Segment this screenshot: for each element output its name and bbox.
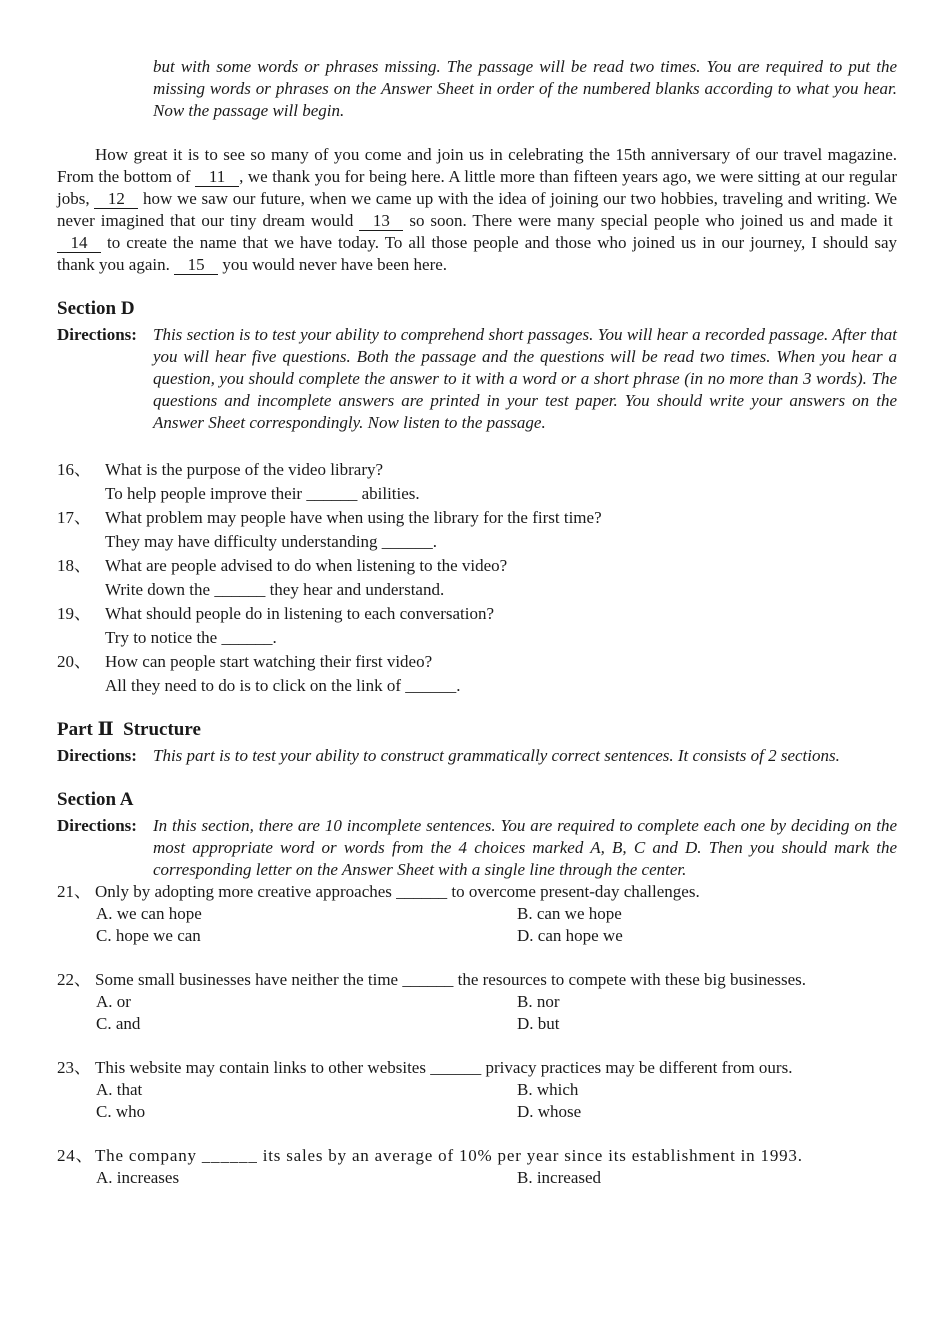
question-number: 19、 — [57, 604, 91, 623]
question-number: 24、 — [57, 1146, 94, 1165]
question-number: 23、 — [57, 1058, 91, 1077]
question-19 — [57, 602, 897, 649]
blank-15: 15 — [174, 255, 218, 275]
mc-question-24 — [57, 1145, 897, 1189]
answer-text: Write down the ______ they hear and understand. — [105, 579, 445, 599]
question-16 — [57, 458, 897, 505]
section-d-questions — [57, 458, 897, 697]
option-b: B. increased — [517, 1168, 602, 1187]
question-number: 21、 — [57, 882, 91, 901]
mc-question-23 — [57, 1057, 897, 1123]
blank-13: 13 — [359, 211, 403, 231]
option-b: B. can we hope — [517, 904, 622, 923]
question-stem: Some small businesses have neither the time ______ the resources to compete with these big businesses. — [95, 970, 807, 989]
question-text: What is the purpose of the video library? — [105, 460, 384, 479]
option-c: C. who — [96, 1102, 146, 1121]
question-number: 18、 — [57, 556, 91, 575]
listening-directions-continued: but with some words or phrases missing. The passage will be read two times. You are required to put the missing words or phrases on the Answer Sheet in order of the numbered blanks according to what you hear. Now the passage will begin. — [153, 57, 897, 120]
option-b: B. nor — [517, 992, 560, 1011]
question-number: 22、 — [57, 970, 91, 989]
blank-12: 12 — [94, 189, 138, 209]
option-d: D. whose — [517, 1102, 582, 1121]
part-2-heading: Part Ⅱ Structure — [57, 719, 201, 740]
question-18 — [57, 554, 897, 601]
directions-label: Directions: — [57, 746, 137, 765]
option-a: A. that — [96, 1080, 143, 1099]
part-2-directions — [57, 745, 897, 767]
section-a-heading: Section A — [57, 789, 134, 810]
answer-text: To help people improve their ______ abilities. — [105, 483, 420, 503]
passage-text — [57, 144, 897, 276]
exam-page — [57, 56, 897, 1211]
question-number: 16、 — [57, 460, 91, 479]
question-text: How can people start watching their first video? — [105, 652, 433, 671]
section-a-directions — [57, 815, 897, 881]
option-b: B. which — [517, 1080, 579, 1099]
blank-11: 11 — [195, 167, 239, 187]
option-c: C. and — [96, 1014, 141, 1033]
section-a-items — [57, 881, 897, 1189]
option-a: A. increases — [96, 1168, 180, 1187]
passage-segment: so soon. There were many special people who joined us and made it — [409, 211, 893, 230]
passage-segment: , we thank you for being here. A little more than fifteen years ago, we were sitting at our regular jobs, — [57, 167, 897, 208]
question-text: What should people do in listening to each conversation? — [105, 604, 495, 623]
option-d: D. can hope we — [517, 926, 623, 945]
directions-label: Directions: — [57, 325, 137, 344]
blank-14: 14 — [57, 233, 101, 253]
mc-question-22 — [57, 969, 897, 1035]
directions-label: Directions: — [57, 816, 137, 835]
answer-text: They may have difficulty understanding ______. — [105, 531, 438, 551]
question-number: 17、 — [57, 508, 91, 527]
option-a: A. or — [96, 992, 131, 1011]
question-number: 20、 — [57, 652, 91, 671]
passage-segment: to create the name that we have today. To all those people and those who joined us in our journey, I should say thank you again. — [57, 233, 898, 274]
question-stem: The company ______ its sales by an average of 10% per year since its establishment in 1993. — [95, 1146, 803, 1165]
mc-question-21 — [57, 881, 897, 947]
option-c: C. hope we can — [96, 926, 201, 945]
directions-text: This part is to test your ability to construct grammatically correct sentences. It consists of 2 sections. — [153, 746, 840, 765]
passage-segment: how we saw our future, when we came up with the idea of joining our two hobbies, traveling and writing. We never imagined that our tiny dream would — [57, 189, 897, 230]
passage-segment: How great it is to see so many of you come and join us in celebrating the 15th anniversary of our travel magazine. From the bottom of — [57, 145, 897, 186]
section-d-directions — [57, 324, 897, 434]
question-17 — [57, 506, 897, 553]
answer-text: All they need to do is to click on the link of ______. — [105, 675, 461, 695]
directions-text: In this section, there are 10 incomplete sentences. You are required to complete each one by deciding on the most appropriate word or words from the 4 choices marked A, B, C and D. Then you should mark the corresponding letter on the Answer Sheet with a single line through the center. — [153, 816, 897, 879]
question-stem: This website may contain links to other websites ______ privacy practices may be different from ours. — [95, 1058, 793, 1077]
question-text: What are people advised to do when listening to the video? — [105, 556, 508, 575]
directions-text: This section is to test your ability to comprehend short passages. You will hear a recorded passage. After that you will hear five questions. Both the passage and the questions will be read two times. When you hear a question, you should complete the answer to it with a word or a short phrase (in no more than 3 words). The questions and incomplete answers are printed in your test paper. You should write your answers on the Answer Sheet correspondingly. Now listen to the passage. — [153, 325, 897, 432]
question-20 — [57, 650, 897, 697]
option-d: D. but — [517, 1014, 560, 1033]
option-a: A. we can hope — [96, 904, 202, 923]
question-text: What problem may people have when using the library for the first time? — [105, 508, 602, 527]
section-d-heading: Section D — [57, 298, 135, 319]
answer-text: Try to notice the ______. — [105, 627, 277, 647]
question-stem: Only by adopting more creative approaches ______ to overcome present-day challenges. — [95, 882, 700, 901]
passage-segment: you would never have been here. — [222, 255, 448, 274]
